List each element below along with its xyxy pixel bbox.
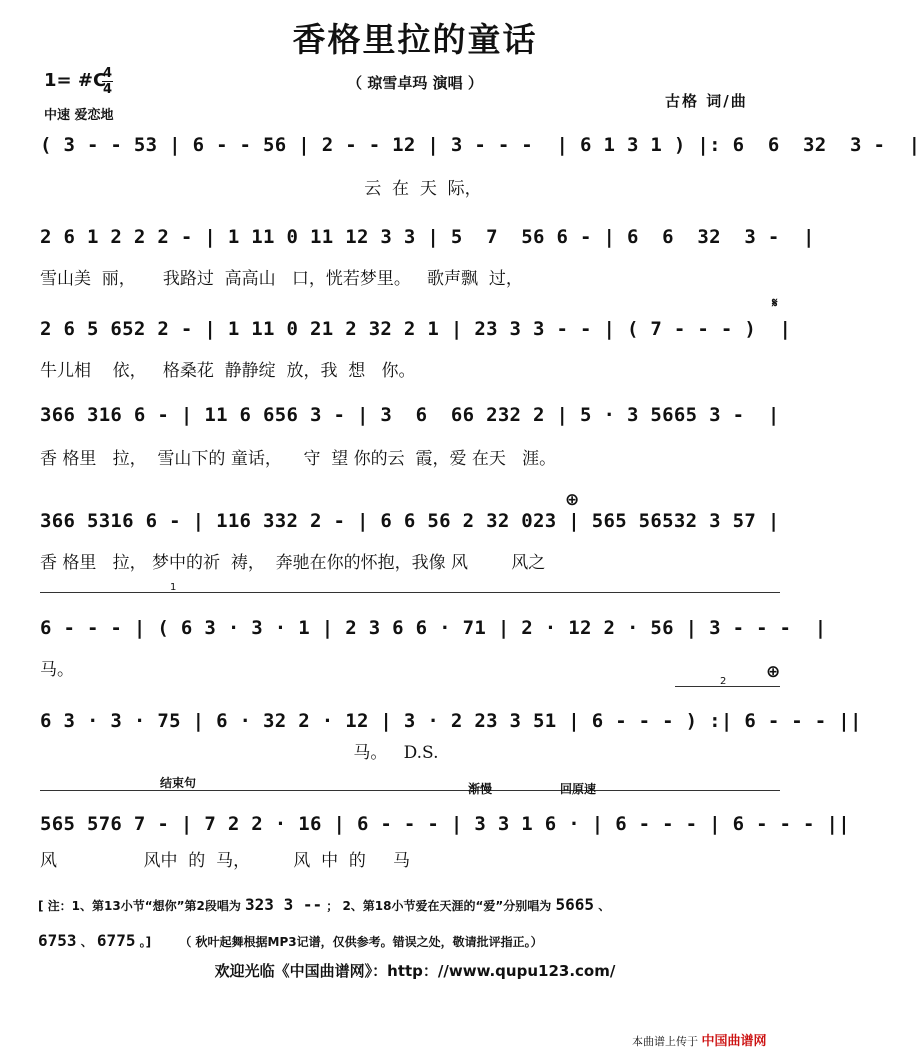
upload-footer	[632, 1030, 767, 1049]
notation-line-6: 6 - - - | ( 6 3 · 3 · 1 | 2 3 6 6 · 71 | 2 · 12 2 · 56 | 3 - - - |	[40, 617, 827, 639]
ending-label: 结束句	[160, 776, 197, 790]
notation-line-5: 366 5316 6 - | 116 332 2 - | 6 6 56 2 32 023 | 565 56532 3 57 |	[40, 510, 780, 532]
coda-sign: ⊕	[565, 490, 580, 510]
time-bottom: 4	[102, 82, 113, 97]
notation-line-4: 366 316 6 - | 11 6 656 3 - | 3 6 66 232 2 | 5 · 3 5665 3 - |	[40, 404, 780, 426]
lyrics-line-1: 云 在 天 际，	[40, 179, 482, 199]
footnote-text-2a: 。]	[139, 935, 152, 949]
footer-text: 本曲谱上传于	[632, 1035, 698, 1048]
volta-label-1: 1	[170, 582, 177, 593]
lyrics-line-8: 风 风中 的 马， 风 中 的 马	[40, 851, 410, 871]
a-tempo-label: 回原速	[560, 782, 597, 796]
footnote-notes-1: 323 3 --	[245, 895, 323, 914]
time-signature	[102, 67, 113, 96]
rit-label: 渐慢	[468, 782, 493, 796]
footnote-text-1a: [ 注：1、第13小节“想你”第2段唱为	[38, 899, 241, 913]
composer-credit: 古格 词/曲	[665, 92, 748, 110]
singer-credit: （ 琼雪卓玛 演唱 ）	[347, 74, 483, 92]
footnote-text-1b: ； 2、第18小节爱在天涯的“爱”分别唱为	[326, 899, 552, 913]
lyrics-line-3: 牛儿相 依， 格桑花 静静绽 放，我 想 你。	[40, 361, 416, 381]
song-title: 香格里拉的童话	[292, 20, 538, 59]
coda-sign-2: ⊕	[766, 662, 781, 682]
footnote-sep: 、	[80, 935, 93, 949]
notation-line-3: 2 6 5 652 2 - | 1 11 0 21 2 32 2 1 | 23 3 3 - - | ( 7 - - - ) |	[40, 318, 792, 340]
volta-label-2: 2	[720, 676, 727, 687]
footnote-notes-2: 5665	[555, 895, 595, 914]
notation-line-2: 2 6 1 2 2 2 - | 1 11 0 11 12 3 3 | 5 7 56 6 - | 6 6 32 3 - |	[40, 226, 815, 248]
welcome-line: 欢迎光临《中国曲谱网》：http：//www.qupu123.com/	[214, 962, 616, 980]
time-top: 4	[102, 66, 113, 81]
key-signature	[44, 66, 113, 97]
footnote-text-2b: （ 秋叶起舞根据MP3记谱，仅供参考。错误之处，敬请批评指正。）	[179, 935, 543, 949]
notation-line-1: ( 3 - - 53 | 6 - - 56 | 2 - - 12 | 3 - - - | 6 1 3 1 ) |: 6 6 32 3 - |	[40, 134, 920, 156]
site-logo[interactable]: 中国曲谱网	[701, 1034, 767, 1049]
segno-sign: 𝄋	[772, 296, 778, 311]
notation-line-7: 6 3 · 3 · 75 | 6 · 32 2 · 12 | 3 · 2 23 3 51 | 6 - - - ) :| 6 - - - ||	[40, 710, 862, 732]
footnote-line-2	[38, 931, 798, 950]
footnote-text-1c: 、	[598, 899, 611, 913]
tempo-marking: 中速 爱恋地	[44, 108, 114, 123]
volta-bracket-1	[40, 592, 780, 593]
lyrics-line-2: 雪山美 丽， 我路过 高高山 口，恍若梦里。 歌声飘 过，	[40, 269, 523, 289]
lyrics-line-7: 马。 D.S.	[40, 743, 439, 763]
footnote-line-1	[38, 895, 798, 914]
ending-bracket	[40, 790, 780, 791]
key-label: 1= #C	[44, 70, 107, 91]
lyrics-line-4: 香 格里 拉， 雪山下的 童话， 守 望 你的云 霞，爱 在天 涯。	[40, 449, 557, 469]
volta-bracket-2	[675, 686, 780, 687]
footnote-notes-4: 6775	[96, 931, 136, 950]
footnote-notes-3: 6753	[38, 931, 77, 950]
lyrics-line-5: 香 格里 拉， 梦中的祈 祷， 奔驰在你的怀抱，我像 风 风之	[40, 553, 546, 573]
lyrics-line-6: 马。	[40, 660, 74, 680]
notation-line-8: 565 576 7 - | 7 2 2 · 16 | 6 - - - | 3 3 1 6 · | 6 - - - | 6 - - - ||	[40, 813, 850, 835]
